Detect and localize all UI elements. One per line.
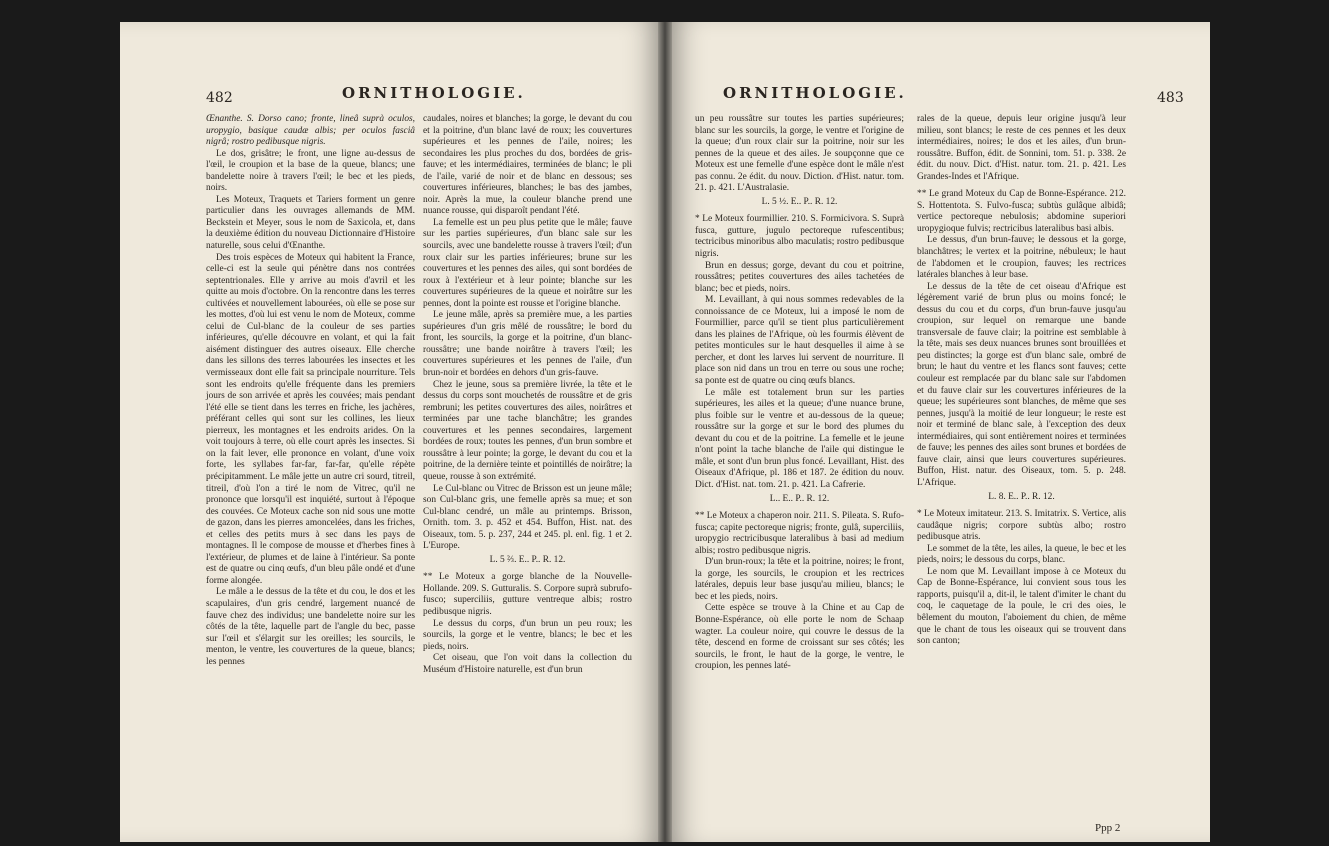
paragraph: Le jeune mâle, après sa première mue, a les parties supérieures d'un gris mêlé de roussâtre; le bord du front, les sourcils, la gorge et la poitrine, d'un blanc-roussâtre; une bande noirâtre à travers l'œil; les couvertures supérieures et les pennes de l'aile, d'un brun-noir et bordées en dehors d'un gris-fauve. bbox=[423, 310, 632, 379]
text-column-2 bbox=[917, 114, 1126, 648]
paragraph: Les Moteux, Traquets et Tariers forment un genre particulier dans les ouvrages allemands de MM. Beckstein et Meyer, sous le nom de Saxicola, et, dans la deuxième édition du nouveau Dictionnaire d'Histoire naturelle, sous celui d'Œnanthe. bbox=[206, 194, 415, 252]
paragraph: Le dessus, d'un brun-fauve; le dessous et la gorge, blanchâtres; le vertex et la poitrine, nébuleux; le haut de l'abdomen et le croupion, fauves; les rectrices latérales blanches à leur base. bbox=[917, 235, 1126, 281]
running-header: ORNITHOLOGIE. bbox=[723, 84, 907, 102]
rating-line: L. 8. E.. P.. R. 12. bbox=[988, 491, 1055, 502]
paragraph: Le mâle a le dessus de la tête et du cou, le dos et les scapulaires, d'un gris cendré, largement nuancé de fauve chez des individus; une bandelette noire sur les côtés de la tête, laquelle part de l'angle du bec, passe sur l'œil et s'élargit sur les oreilles; les sourcils, le menton, le ventre, les couvertures de la queue, blancs; les pennes bbox=[206, 587, 415, 667]
paragraph: caudales, noires et blanches; la gorge, le devant du cou et la poitrine, d'un blanc lavé de roux; les couvertures supérieures et les pennes de l'aile, noires; les secondaires les plus proches du dos, bordées de gris-fauve; et les intermédiaires, terminées de blanc; le pli de l'aile, varié de noir et de blanc en dessous; ses couvertures inférieures, blanches; le bas des jambes, noir. Après la mue, la couleur blanche prend une nuance rousse, qui disparoît pendant l'été. bbox=[423, 114, 632, 217]
page-number: 483 bbox=[1157, 90, 1184, 106]
left-page bbox=[120, 22, 665, 842]
paragraph: M. Levaillant, à qui nous sommes redevables de la connoissance de ce Moteux, lui a imposé le nom de Fourmillier, parce qu'il se tient plus particulièrement dans les plaines de l'Afrique, où les fourmis élèvent de petites monticules sur le haut desquelles il aime à se percher, et dont les larves lui servent de nourriture. Il place son nid dans un trou en terre ou sous une roche; sa ponte est de quatre ou cinq œufs blancs. bbox=[695, 295, 904, 387]
paragraph: Chez le jeune, sous sa première livrée, la tête et le dessus du corps sont mouchetés de roussâtre et de gris rembruni; les petites couvertures des ailes, noirâtres et terminées par une tache blanchâtre; les grandes couvertures et les pennes secondaires, largement bordées de roux; toutes les pennes, d'un brun sombre et roussâtre à leur pointe; la gorge, le devant du cou et la poitrine, de la dernière teinte et pointillés de noirâtre; la queue, rousse à son extrémité. bbox=[423, 379, 632, 482]
paragraph: La femelle est un peu plus petite que le mâle; fauve sur les parties supérieures, d'un blanc sale sur les sourcils, avec une bandelette rousse à travers l'œil; d'un roux clair sur les parties inférieures; brune sur les couvertures et les pennes des ailes, qui sont bordées de roux à l'extérieur et à leur pointe; blanche sur les couvertures supérieures de la queue et noirâtre sur les pennes, dont la pointe est rousse et l'origine blanche. bbox=[423, 217, 632, 309]
species-entry-heading: ** Le Moteux a chaperon noir. 211. S. Pileata. S. Rufo-fusca; capite pectoreque nigris; fronte, gulâ, superciliis, uropygio rectricibusque lateralibus à basi ad medium albis; rostro pedibusque nigris. bbox=[695, 511, 904, 556]
book-spread bbox=[120, 22, 1210, 842]
text-column-1 bbox=[206, 114, 415, 668]
species-entry-heading: * Le Moteux imitateur. 213. S. Imitatrix. S. Vertice, alis caudâque nigris; corpore subtùs albo; rostro pedibusque atris. bbox=[917, 509, 1126, 543]
paragraph: Le dessus de la tête de cet oiseau d'Afrique est légèrement varié de brun plus ou moins foncé; le dessus du cou et du corps, d'un brun-fauve jusqu'au croupion, sur lequel on remarque une bande transversale de fauve clair; la poitrine est semblable à la tête, mais ses deux nuances brunes sont brouillées et peu distinctes; la gorge est d'un blanc sale, ombré de brun; le haut du ventre et les flancs sont fauves; cette couleur est remplacée par du blanc sale sur l'abdomen et du fauve clair sur les couvertures inférieures de la queue; les supérieures sont blanches, de même que ses pennes, jusqu'à la moitié de leur longueur; le reste est noir et terminé de blanc sale, à l'exception des deux intermédiaires, qui sont entièrement noires et terminées de fauve; les pennes des ailes sont brunes et bordées de fauve clair, ainsi que leurs couvertures supérieures. Buffon, Hist. natur. des Oiseaux, tom. 5. p. 248. L'Afrique. bbox=[917, 281, 1126, 488]
species-entry-heading: * Le Moteux fourmillier. 210. S. Formicivora. S. Suprà fusca, gutture, jugulo pectoreque rufescentibus; tectricibus minoribus albo maculatis; rostro pedibusque nigris. bbox=[695, 214, 904, 260]
paragraph: rales de la queue, depuis leur origine jusqu'à leur milieu, sont blancs; le reste de ces pennes et les deux intermédiaires, noires; le dos et les ailes, d'un brun-roussâtre. Buffon, édit. de Sonnini, tom. 51. p. 338. 2e édit. du nouv. Dict. d'Hist. natur. tom. 21. p. 421. Les Grandes-Indes et l'Afrique. bbox=[917, 114, 1126, 182]
paragraph: Le mâle est totalement brun sur les parties supérieures, les ailes et la queue; d'une nuance brune, plus foible sur le ventre et au-dessous de la queue; roussâtre sur la gorge et sur le bord des plumes du devant du cou et de la poitrine. La femelle et le jeune n'ont point la tache blanche de l'aile qui distingue le mâle, et sont d'un brun plus foncé. Levaillant, Hist. des Oiseaux d'Afrique, pl. 186 et 187. 2e édition du nouv. Dict. d'Hist. nat. tom. 21. p. 421. La Cafrerie. bbox=[695, 387, 904, 490]
rating-line: L. 5 ½. E.. P.. R. 12. bbox=[761, 196, 838, 207]
running-header: ORNITHOLOGIE. bbox=[342, 84, 526, 102]
rating-line: L. 5 ⅔. E.. P.. R. 12. bbox=[489, 554, 566, 565]
printer-signature: Ppp 2 bbox=[1095, 822, 1121, 834]
paragraph: Le dessus du corps, d'un brun un peu roux; les sourcils, la gorge et le ventre, blancs; le bec et les pieds, noirs. bbox=[423, 618, 632, 652]
rating-line: L.. E.. P.. R. 12. bbox=[769, 493, 830, 504]
paragraph: Le sommet de la tête, les ailes, la queue, le bec et les pieds, noirs; le dessous du corps, blanc. bbox=[917, 543, 1126, 566]
page-number: 482 bbox=[206, 90, 233, 106]
paragraph: Le Cul-blanc ou Vitrec de Brisson est un jeune mâle; son Cul-blanc gris, une femelle après sa mue; et son Cul-blanc cendré, un mâle au printemps. Brisson, Ornith. tom. 3. p. 452 et 454. Buffon, Hist. nat. des Oiseaux, tom. 5. p. 237, 244 et 245. pl. enl. fig. 1 et 2. L'Europe. bbox=[423, 483, 632, 552]
paragraph: Cette espèce se trouve à la Chine et au Cap de Bonne-Espérance, où elle porte le nom de Schaap wagter. La couleur noire, qui couvre le dessus de la tête, descend en forme de croissant sur ses côtés; les sourcils, le front, le haut de la gorge, le ventre, le croupion, les pennes laté- bbox=[695, 603, 904, 672]
text-column-2 bbox=[423, 114, 632, 676]
paragraph: D'un brun-roux; la tête et la poitrine, noires; le front, la gorge, les sourcils, le croupion et les rectrices latérales, depuis leur base jusqu'au milieu, blancs; le bec et les pieds, noirs. bbox=[695, 557, 904, 602]
paragraph: un peu roussâtre sur toutes les parties supérieures; blanc sur les sourcils, la gorge, le ventre et l'origine de la queue; d'un roux clair sur la poitrine, noir sur les pennes de la queue et des ailes. Je soupçonne que ce Moteux est une femelle d'une espèce dont le mâle n'est pas connu. 2e édit. du nouv. Diction. d'Hist. natur. tom. 21. p. 421. L'Australasie. bbox=[695, 114, 904, 194]
paragraph: Le nom que M. Levaillant impose à ce Moteux du Cap de Bonne-Espérance, lui convient sous tous les rapports, puisqu'il a, dit-il, le talent d'imiter le chant du coq, le caquetage de la poule, le cri des oies, le bêlement du mouton, l'aboiement du chien, de même que le chant de tous les oiseaux qui se trouvent dans son canton; bbox=[917, 566, 1126, 647]
text-column-1 bbox=[695, 114, 904, 673]
paragraph: Œnanthe. S. Dorso cano; fronte, lineâ suprà oculos, uropygio, basique caudæ albis; per oculos fasciâ nigrâ; rostro pedibusque nigris. bbox=[206, 114, 415, 148]
right-page bbox=[665, 22, 1210, 842]
species-entry-heading: ** Le grand Moteux du Cap de Bonne-Espérance. 212. S. Hottentota. S. Fulvo-fusca; subtùs gulâque albidâ; vertice pectoreque nebulosis; abdomine superiori uropygioque fulvis; rectricibus lateralibus basi albis. bbox=[917, 189, 1126, 234]
paragraph: Le dos, grisâtre; le front, une ligne au-dessus de l'œil, le croupion et la base de la queue, blancs; une bandelette noire à travers l'œil; le bec et les pieds, noirs. bbox=[206, 148, 415, 194]
book-gutter bbox=[658, 22, 672, 842]
species-entry-heading: ** Le Moteux a gorge blanche de la Nouvelle-Hollande. 209. S. Gutturalis. S. Corpore suprà subrufo-fusco; superciliis, gutture ventreque albis; rostro pedibusque nigris. bbox=[423, 572, 632, 617]
paragraph: Cet oiseau, que l'on voit dans la collection du Muséum d'Histoire naturelle, est d'un brun bbox=[423, 653, 632, 675]
paragraph: Des trois espèces de Moteux qui habitent la France, celle-ci est la seule qui pénètre dans nos contrées septentrionales. Elle y arrive au mois d'avril et les quitte au mois d'octobre. On la rencontre dans les terres cultivées et nouvellement labourées, où elle se pose sur les mottes, d'où lui est venu le nom de Moteux, comme celui de Cul-blanc de la couleur de ses parties inférieures, qu'elle découvre en volant, et qui la fait aisément distinguer des autres oiseaux. Elle cherche dans les sillons des terres labourées les insectes et les vermisseaux dont elle fait sa principale nourriture. Tels sont les endroits qu'elle fréquente dans les premiers jours de son arrivée et après les couvées; mais pendant l'été elle se tient dans les terres en friche, les jachères, préférant celles qui sont sur les collines, les lieux pierreux, les montagnes et les endroits arides. On la voit toujours à terre, où elle court après les insectes. Si on la fait lever, elle prononce en volant, d'une voix forte, les syllabes far-far, far-far, qu'elle répète précipitamment. Le mâle jette un autre cri sourd, titreil, titreil, d'où l'on a tiré le nom de Vitrec, qu'il ne prononce que lorsqu'il est inquiété, surtout à l'époque des couvées. Ce Moteux cache son nid sous une motte de gazon, dans les pierres amoncelées, dans les friches, et celles des petits murs à sec dans les pays de montagnes. Il le compose de mousse et d'herbes fines à l'extérieur, de plumes et de laine à l'intérieur. Sa ponte est de quatre ou cinq œufs, d'un bleu pâle ondé et d'une forme alongée. bbox=[206, 252, 415, 586]
paragraph: Brun en dessus; gorge, devant du cou et poitrine, roussâtres; petites couvertures des ailes tachetées de blanc; bec et pieds, noirs. bbox=[695, 260, 904, 294]
